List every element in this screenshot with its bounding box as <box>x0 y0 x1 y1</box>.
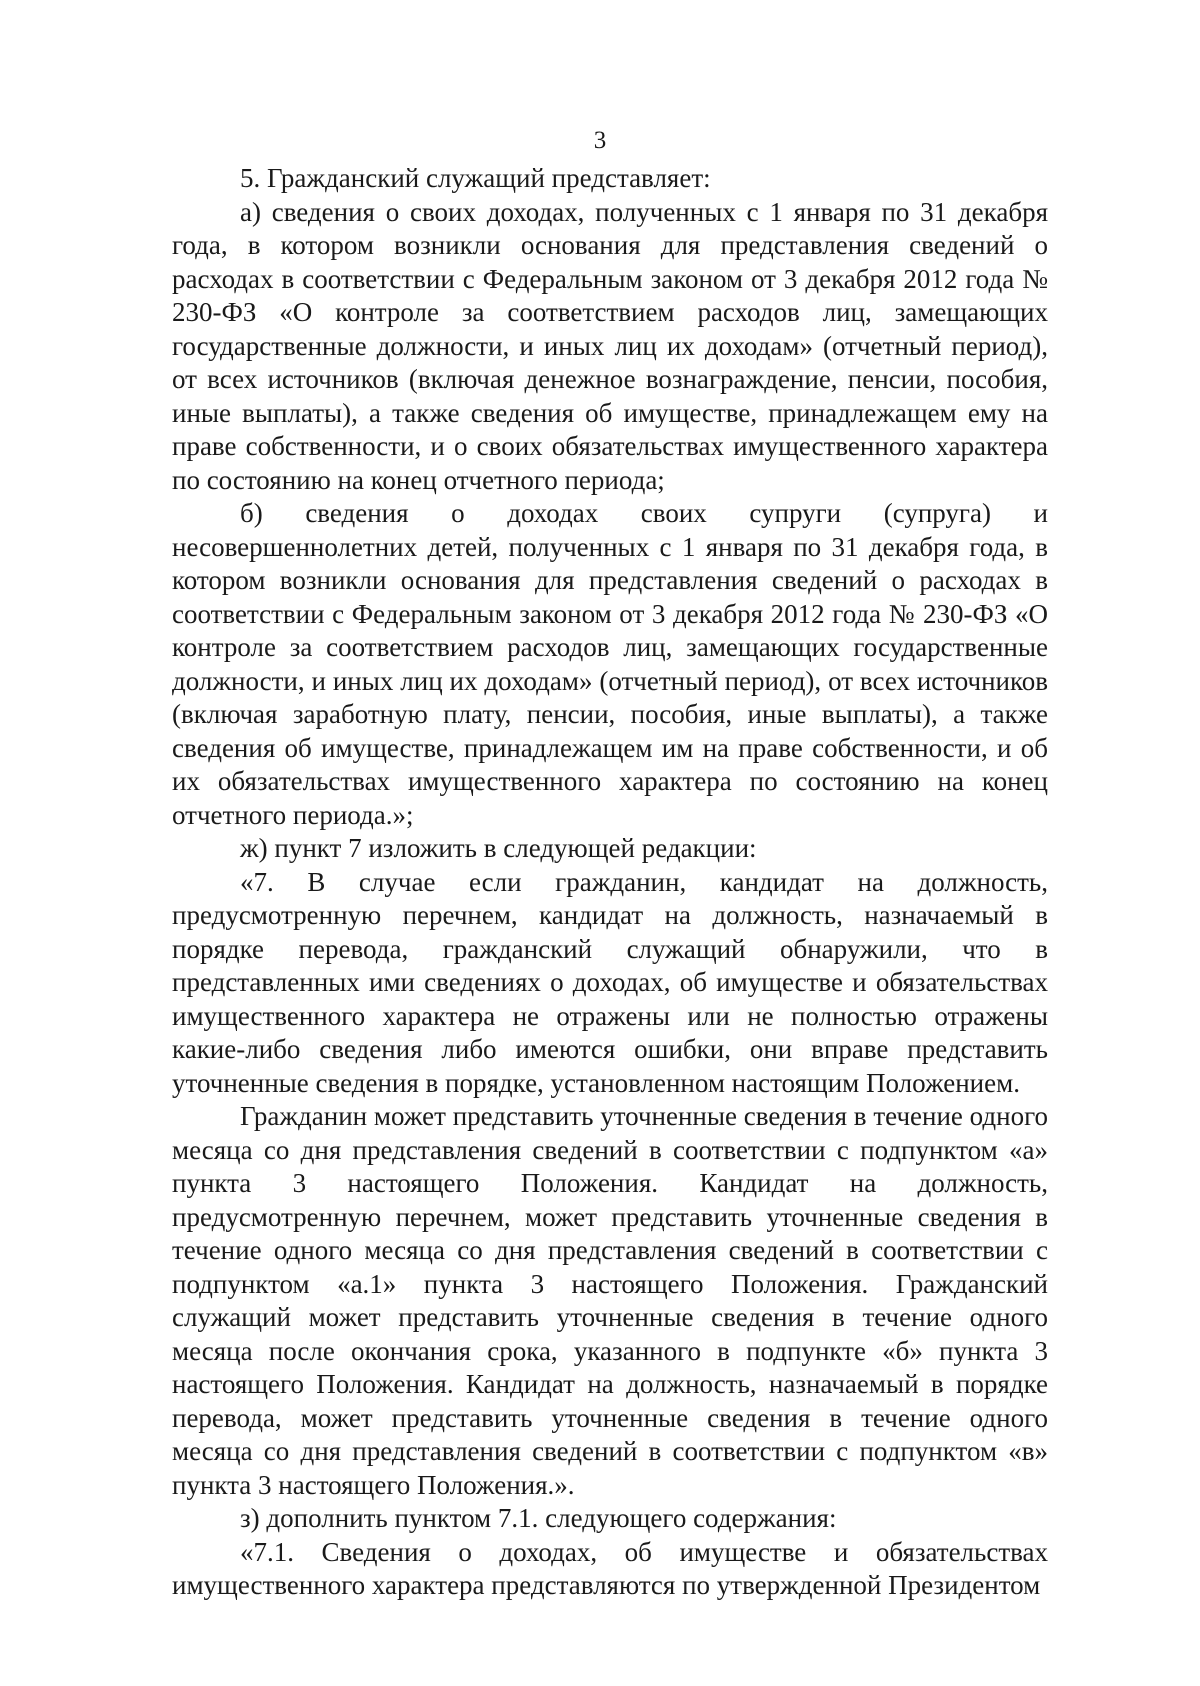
paragraph-z-heading: з) дополнить пунктом 7.1. следующего содержания: <box>240 1503 837 1533</box>
paragraph-zh-heading: ж) пункт 7 изложить в следующей редакции: <box>240 833 757 863</box>
paragraph-7-1: «7.1. Сведения о доходах, об имуществе и обязательствах имущественного характера представляются по утвержденной Президентом <box>172 1536 1048 1600</box>
paragraph-7-continued: Гражданин может представить уточненные сведения в течение одного месяца со дня представления сведений в соответствии с подпунктом «а» пункта 3 настоящего Положения. Кандидат на должность, предусмотренную перечнем, может представить уточненные сведения в течение одного месяца со дня представления сведений в соответствии с подпунктом «а.1» пункта 3 настоящего Положения. Гражданский служащий может представить уточненные сведения в течение одного месяца после окончания срока, указанного в подпункте «б» пункта 3 настоящего Положения. Кандидат на должность, назначаемый в порядке перевода, может представить уточненные сведения в течение одного месяца со дня представления сведений в соответствии с подпунктом «в» пункта 3 настоящего Положения.». <box>172 1101 1048 1500</box>
paragraph-5b: б) сведения о доходах своих супруги (супруга) и несовершеннолетних детей, полученных с 1 января по 31 декабря года, в котором возникли основания для представления сведений о расходах в соответствии с Федеральным законом от 3 декабря 2012 года № 230-ФЗ «О контроле за соответствием расходов лиц, замещающих государственные должности, и иных лиц их доходам» (отчетный период), от всех источников (включая заработную плату, пенсии, пособия, иные выплаты), а также сведения об имуществе, принадлежащем им на праве собственности, и об их обязательствах имущественного характера по состоянию на конец отчетного периода.»; <box>172 498 1048 830</box>
paragraph-5a: а) сведения о своих доходах, полученных с 1 января по 31 декабря года, в котором возникли основания для представления сведений о расходах в соответствии с Федеральным законом от 3 декабря 2012 года № 230-ФЗ «О контроле за соответствием расходов лиц, замещающих государственные должности, и иных лиц их доходам» (отчетный период), от всех источников (включая денежное вознаграждение, пенсии, пособия, иные выплаты), а также сведения об имуществе, принадлежащем ему на праве собственности, и о своих обязательствах имущественного характера по состоянию на конец отчетного периода; <box>172 196 1048 495</box>
paragraph-7: «7. В случае если гражданин, кандидат на должность, предусмотренную перечнем, кандидат на должность, назначаемый в порядке перевода, гражданский служащий обнаружили, что в представленных ими сведениях о доходах, об имуществе и обязательствах имущественного характера не отражены или не полностью отражены какие-либо сведения либо имеются ошибки, они вправе представить уточненные сведения в порядке, установленном настоящим Положением. <box>172 866 1048 1098</box>
document-body <box>172 162 1048 1603</box>
paragraph-5-heading: 5. Гражданский служащий представляет: <box>240 163 711 193</box>
page-number: 3 <box>593 127 607 154</box>
